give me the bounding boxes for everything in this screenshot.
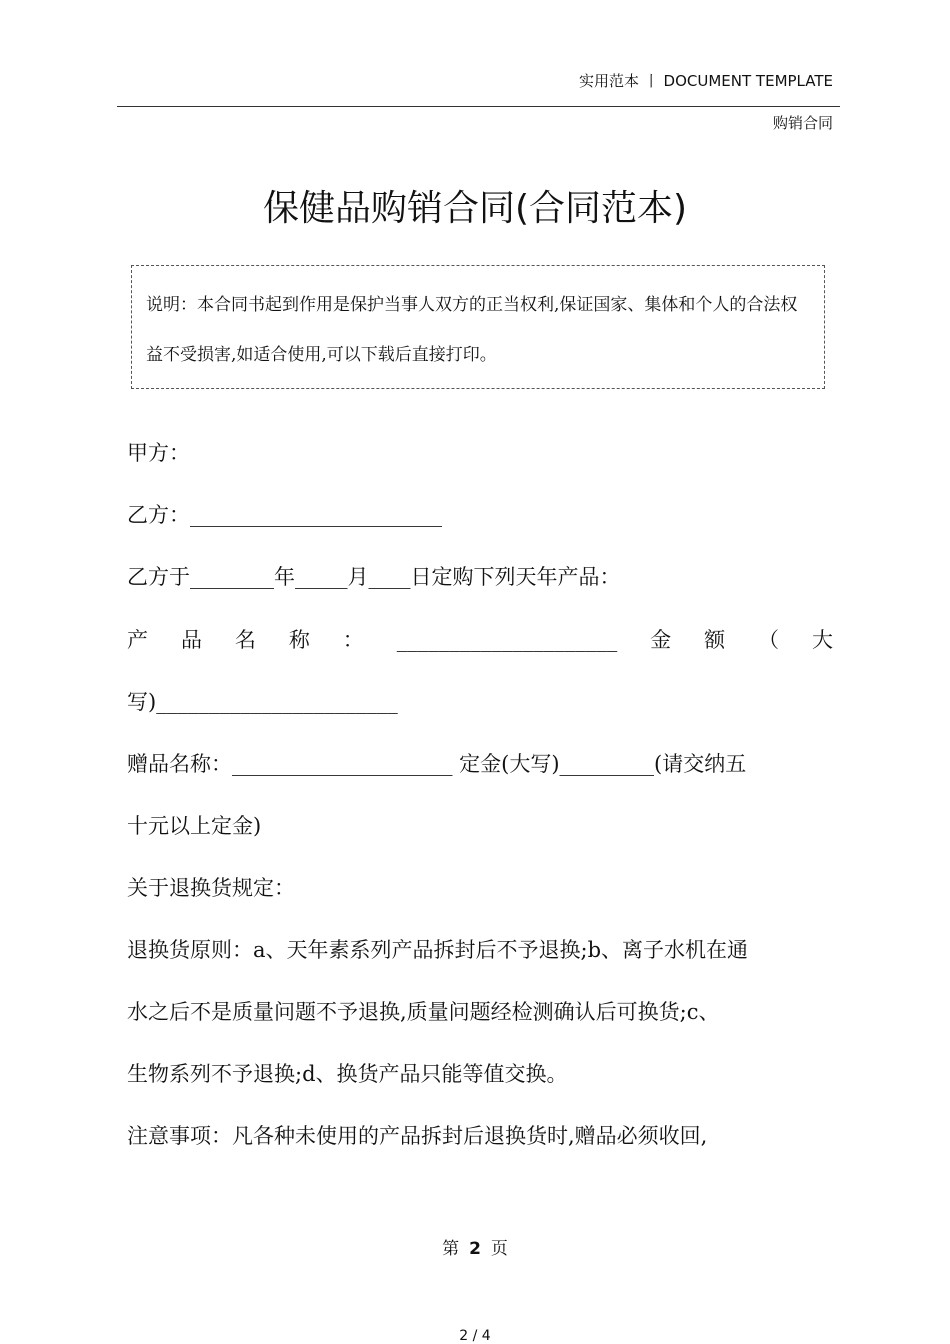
amount-char: （ [758,628,779,652]
document-title: 保健品购销合同(合同范本) [262,188,688,229]
party-b-line: 乙方：________________________ [127,503,442,527]
product-name-blank: _____________________ [396,628,618,652]
return-policy-paragraph-line: 生物系列不予退换;d、换货产品只能等值交换。 [127,1062,568,1086]
note-box [131,265,825,389]
product-name-char: ： [342,628,364,652]
amount-continuation-line: 写)_______________________ [127,690,398,714]
amount-char: 额 [704,628,726,652]
header-rule [117,106,840,107]
amount-char: 大 [811,628,833,652]
return-policy-paragraph-line: 水之后不是质量问题不予退换,质量问题经检测确认后可换货;c、 [127,1000,720,1024]
return-policy-heading: 关于退换货规定： [127,876,295,900]
gift-continuation-line: 十元以上定金) [127,814,262,838]
header-label: 实用范本 丨 DOCUMENT TEMPLATE [579,72,833,90]
header-sub-label: 购销合同 [772,114,833,132]
page-footer [0,1234,950,1259]
footer-suffix: 页 [490,1239,508,1259]
product-name-char: 称 [288,628,310,652]
note-text: 说明：本合同书起到作用是保护当事人双方的正当权利,保证国家、集体和个人的合法权益不受损害,如适合使用,可以下载后直接打印。 [146,295,798,365]
footer-page-number: 2 [469,1239,481,1259]
product-name-line [127,625,833,655]
product-name-char: 品 [180,628,202,652]
party-a-line: 甲方： [127,441,190,465]
notice-line: 注意事项：凡各种未使用的产品拆封后退换货时,赠品必须收回, [127,1124,708,1148]
amount-char: 金 [650,628,672,652]
product-name-char: 产 [127,628,148,652]
footer-prefix: 第 [442,1239,460,1259]
order-date-line: 乙方于________年_____月____日定购下列天年产品： [127,565,621,589]
gift-line: 赠品名称：_____________________ 定金(大写)_________(请交纳五 [127,752,747,776]
product-name-char: 名 [234,628,256,652]
page-count: 2 / 4 [459,1328,491,1344]
return-policy-paragraph-line: 退换货原则：a、天年素系列产品拆封后不予退换;b、离子水机在通 [127,938,749,962]
